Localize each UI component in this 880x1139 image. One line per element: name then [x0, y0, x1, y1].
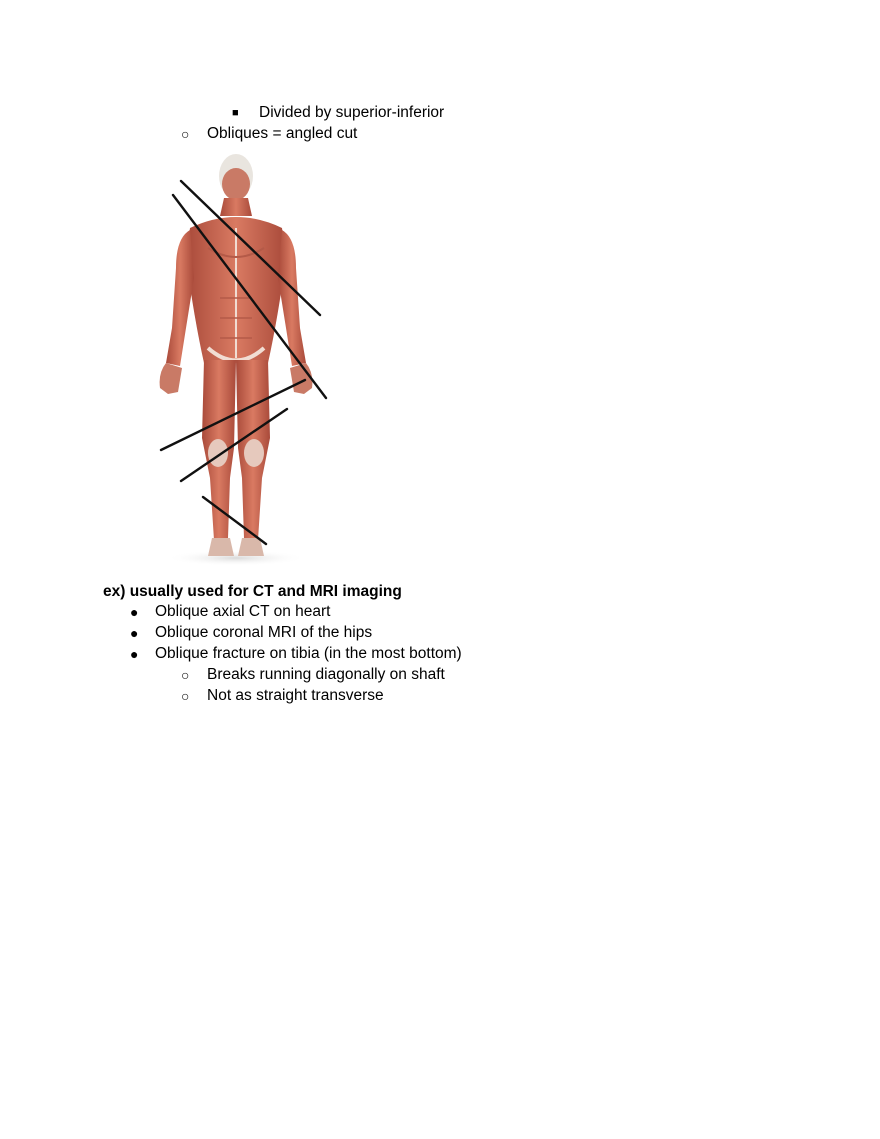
human-muscle-body	[160, 154, 313, 556]
circle-bullet-icon: ○	[181, 126, 190, 142]
disc-bullet-icon: ●	[130, 625, 139, 641]
list-item-coronal-mri: Oblique coronal MRI of the hips	[155, 624, 373, 641]
disc-bullet-icon: ●	[130, 646, 139, 662]
examples-heading: ex) usually used for CT and MRI imaging	[103, 583, 402, 600]
anatomy-figure-image	[150, 148, 340, 568]
sublist-item-diagonal: Breaks running diagonally on shaft	[207, 666, 445, 683]
sublist-item-transverse: Not as straight transverse	[207, 687, 384, 704]
square-bullet-icon: ■	[232, 107, 239, 119]
list-item-axial-ct: Oblique axial CT on heart	[155, 603, 331, 620]
disc-bullet-icon: ●	[130, 604, 139, 620]
circle-bullet-icon: ○	[181, 688, 190, 704]
list-item-obliques: Obliques = angled cut	[207, 125, 358, 142]
list-item-divided: Divided by superior-inferior	[259, 104, 445, 121]
list-item-tibia-fracture: Oblique fracture on tibia (in the most bottom)	[155, 645, 462, 662]
circle-bullet-icon: ○	[181, 667, 190, 683]
